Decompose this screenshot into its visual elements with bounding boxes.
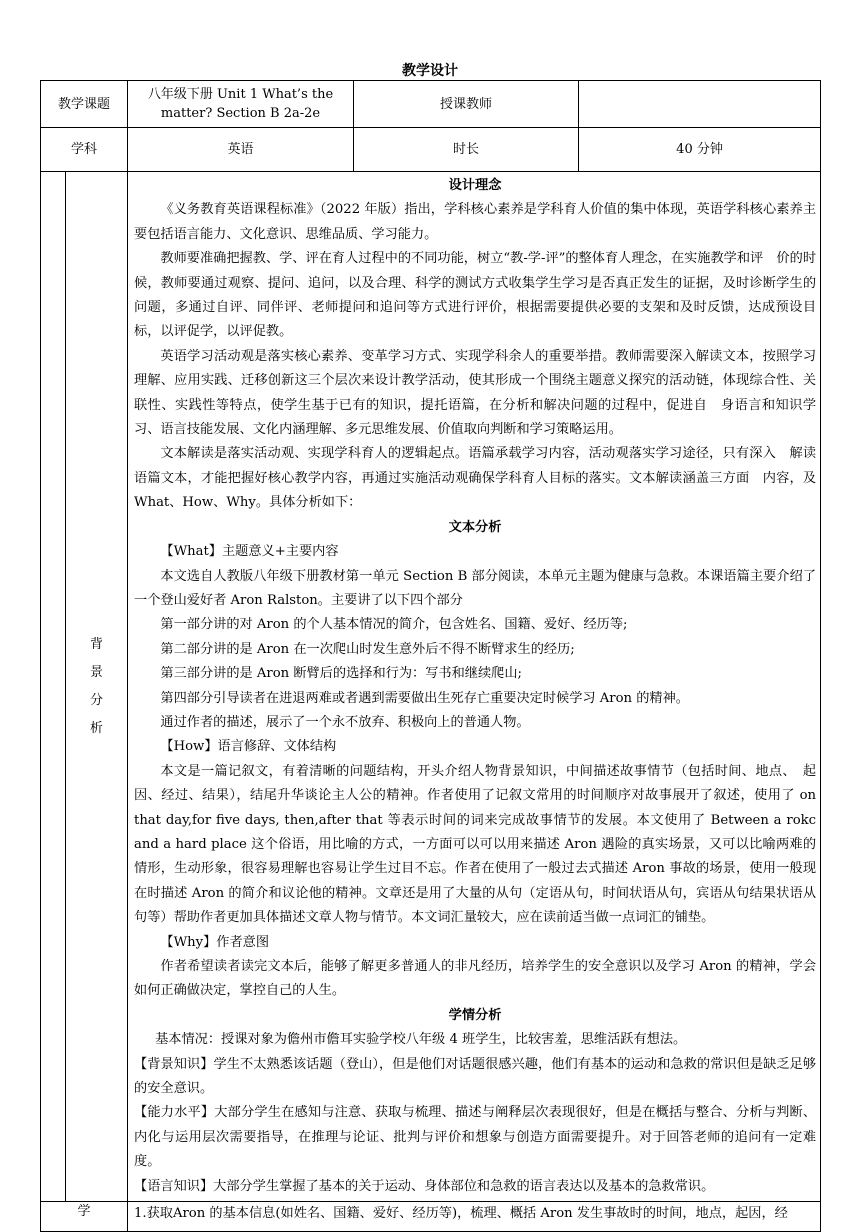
paragraph: 教师要准确把握教、学、评在育人过程中的不同功能，树立“教-学-评”的整体育人理念，在实施教学和评 价的时候，教师要通过观察、提问、追问，以及合理、科学的测试方式收集学生学习是否真正发生的证据，及时诊断学生的问题，多通过自评、同伴评、老师提问和追问等方式进行评价，根据需要提供必要的支架和及时反馈，达成预设目标，以评促学，以评促教。 xyxy=(134,251,817,340)
topic-row xyxy=(41,81,821,128)
design-table xyxy=(40,80,821,1232)
topic-value xyxy=(128,81,354,128)
topic-value-line2: matter? Section B 2a-2e xyxy=(160,106,321,121)
paragraph: 文本解读是落实活动观、实现学科育人的逻辑起点。语篇承载学习内容，活动观落实学习途径，只有深入 解读语篇文本，才能把握好核心教学内容，再通过实施活动观确保学科育人目标的落实。文本解读涵盖三方面 内容，及 What、How、Why。具体分析如下： xyxy=(134,446,817,511)
section-heading: 设计理念 xyxy=(448,178,502,193)
paragraph: 作者希望读者读完文本后，能够了解更多普通人的非凡经历，培养学生的安全意识以及学习 Aron 的精神，学会如何正确做决定，掌控自己的人生。 xyxy=(134,959,817,999)
paragraph: 【How】语言修辞、文体结构 xyxy=(160,739,337,755)
paragraph: 【Why】作者意图 xyxy=(160,934,270,950)
paragraph: 第二部分讲的是 Aron 在一次爬山时发生意外后不得不断臂求生的经历; xyxy=(160,641,575,657)
paragraph: 【能力水平】大部分学生在感知与注意、获取与梳理、描述与阐释层次表现很好，但是在概括与整合、分析与判断、内化与运用层次需要指导，在推理与论证、批判与评价和想象与创造方面需要提升。对于回答老师的追问有一定难度。 xyxy=(134,1105,817,1170)
subject-row xyxy=(41,128,821,172)
objectives-row xyxy=(41,1202,821,1232)
paragraph: 第四部分引导读者在进退两难或者遇到需要做出生死存亡重要决定时候学习 Aron 的精神。 xyxy=(160,690,689,706)
teacher-label: 授课教师 xyxy=(354,81,579,128)
background-row xyxy=(41,172,821,1202)
teacher-value xyxy=(579,81,821,128)
paragraph: 英语学习活动观是落实核心素养、变革学习方式、实现学科余人的重要举措。教师需要深入解读文本，按照学习理解、应用实践、迁移创新这三个层次来设计教学活动，使其形成一个围绕主题意义探究的活动链，体现综合性、关联性、实践性等特点，使学生基于已有的知识，提托语篇，在分析和解决问题的过程中，促进自 身语言和知识学习、语言技能发展、文化内涵理解、多元思维发展、价值取向判断和学习策略运用。 xyxy=(134,348,817,438)
objectives-content xyxy=(128,1202,821,1232)
paragraph: 基本情况：授课对象为儋州市儋耳实验学校八年级 4 班学生，比较害羞，思维活跃有想法。 xyxy=(155,1032,687,1048)
background-side-spacer xyxy=(41,172,66,1202)
side-char: 景 xyxy=(90,664,104,680)
background-side-label xyxy=(66,172,128,1202)
paragraph: 《义务教育英语课程标准》（2022 年版）指出，学科核心素养是学科育人价值的集中体现，英语学科核心素养主要包括语言能力、文化意识、思维品质、学习能力。 xyxy=(134,202,817,242)
document-title: 教学设计 xyxy=(402,63,458,79)
side-char: 析 xyxy=(90,720,104,736)
duration-value: 40 分钟 xyxy=(579,128,821,172)
paragraph: 【背景知识】学生不太熟悉该话题（登山），但是他们对话题很感兴趣，他们有基本的运动和急救的常识但是缺乏足够的安全意识。 xyxy=(134,1056,817,1097)
paragraph: 第三部分讲的是 Aron 断臂后的选择和行为：写书和继续爬山; xyxy=(160,666,522,682)
background-content xyxy=(128,172,821,1202)
paragraph: 【语言知识】大部分学生掌握了基本的关于运动、身体部位和急救的语言表达以及基本的急救常识。 xyxy=(134,1178,715,1194)
objectives-side-label: 学 xyxy=(41,1202,128,1232)
subject-label: 学科 xyxy=(41,128,128,172)
side-char: 背 xyxy=(90,636,104,652)
side-char: 分 xyxy=(90,692,104,708)
paragraph: 第一部分讲的对 Aron 的个人基本情况的简介，包含姓名、国籍、爱好、经历等; xyxy=(160,617,628,633)
paragraph: 【What】主题意义+主要内容 xyxy=(160,544,339,560)
paragraph: 通过作者的描述，展示了一个永不放弃、积极向上的普通人物。 xyxy=(160,714,530,730)
duration-label: 时长 xyxy=(354,128,579,172)
section-heading: 文本分析 xyxy=(448,519,502,535)
subject-value: 英语 xyxy=(128,128,354,172)
topic-value-line1: 八年级下册 Unit 1 What’s the xyxy=(147,87,334,102)
topic-label: 教学课题 xyxy=(41,81,128,128)
paragraph: 本文选自人教版八年级下册教材第一单元 Section B 部分阅读，本单元主题为健康与急救。本课语篇主要介绍了一个登山爱好者 Aron Ralston。主要讲了以下四个部分 xyxy=(134,568,817,608)
section-heading: 学情分析 xyxy=(448,1007,502,1023)
objective-line: 1.获取Aron 的基本信息(如姓名、国籍、爱好、经历等)，梳理、概括 Aron 发生事故时的时间，地点，起因，经 xyxy=(134,1206,788,1222)
paragraph: 本文是一篇记叙文，有着清晰的问题结构，开头介绍人物背景知识，中间描述故事情节（包括时间、地点、 起因、经过、结果），结尾升华谈论主人公的精神。作者使用了记叙文常用的时间顺序对故事展开了叙述，使用了 on that day,for five days, then,after that 等表示时间的词来完成故事情节的发展。本文使用了 Between a rokc and a hard place 这个俗语，用比喻的方式，一方面可以可以用来描述 Aron 遇险的真实场景，又可以比喻两难的情形，生动形象，很容易理解也容易让学生过目不忘。作者在使用了一般过去式描述 Aron 事故的场景，使用一般现在时描述 Aron 的简介和议论他的精神。文章还是用了大量的从句（定语从句，时间状语从句，宾语从句结果状语从句等）帮助作者更加具体描述文章人物与情节。本文词汇量较大，应在读前适当做一点词汇的铺垫。 xyxy=(134,763,817,926)
